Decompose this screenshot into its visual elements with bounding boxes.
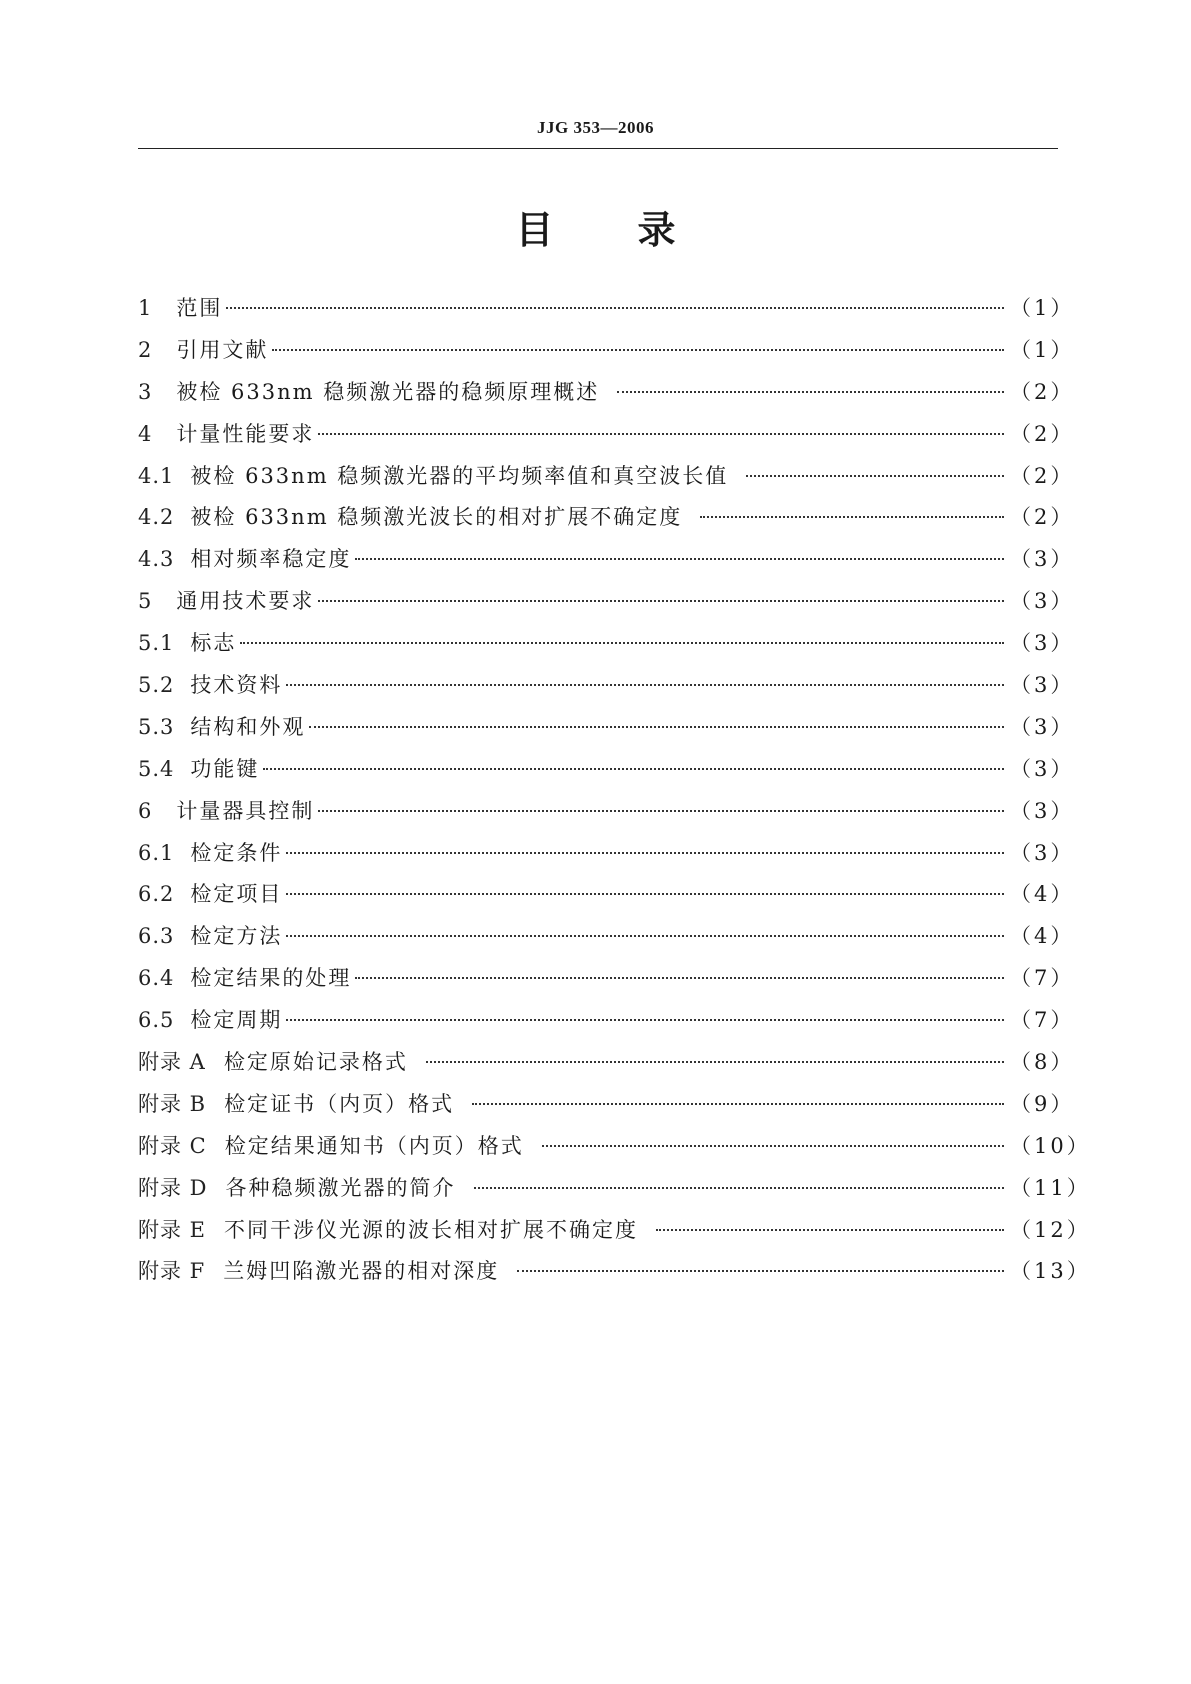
toc-entry-page: （7） <box>1010 1008 1075 1033</box>
toc-entry[interactable] <box>138 1130 1091 1172</box>
toc-entry-page: （3） <box>1010 798 1075 823</box>
toc-entry-number: 4 <box>138 421 153 446</box>
toc-entry-label: 范围 <box>176 296 223 320</box>
toc-entry[interactable] <box>138 920 1075 962</box>
toc-entry-page: （4） <box>1010 924 1075 949</box>
toc-entry-page: （3） <box>1010 631 1075 656</box>
toc-entry-number: 3 <box>138 379 153 404</box>
toc-entry-label: 标志 <box>190 631 237 656</box>
toc-entry-label: 检定条件 <box>190 840 283 865</box>
toc-entry-page: （3） <box>1010 589 1075 614</box>
toc-entry-label: 检定周期 <box>190 1008 283 1033</box>
toc-dot-leader <box>286 1019 1004 1021</box>
toc-entry[interactable] <box>138 837 1075 879</box>
toc-entry-label: 不同干涉仪光源的波长相对扩展不确定度 <box>224 1217 639 1242</box>
toc-entry-page: （2） <box>1010 463 1075 488</box>
toc-entry-number: 附录 E <box>138 1217 207 1242</box>
toc-entry-page: （2） <box>1010 421 1075 446</box>
toc-dot-leader <box>286 684 1004 686</box>
toc-dot-leader <box>355 977 1004 979</box>
toc-entry[interactable] <box>138 962 1075 1004</box>
toc-dot-leader <box>426 1061 1004 1063</box>
toc-entry-number: 附录 F <box>138 1259 206 1284</box>
toc-entry-label: 计量器具控制 <box>176 798 315 823</box>
toc-entry-page: （9） <box>1010 1091 1075 1116</box>
toc-entry[interactable] <box>138 669 1075 711</box>
toc-entry-number: 附录 B <box>138 1091 207 1116</box>
toc-entry-page: （10） <box>1010 1133 1091 1158</box>
toc-dot-leader <box>474 1187 1004 1189</box>
toc-dot-leader <box>272 349 1004 351</box>
toc-entry-label: 通用技术要求 <box>176 589 315 614</box>
toc-entry-label: 各种稳频激光器的简介 <box>225 1175 456 1200</box>
toc-dot-leader <box>226 307 1004 309</box>
toc-entry[interactable] <box>138 292 1075 334</box>
toc-entry[interactable] <box>138 460 1075 502</box>
toc-dot-leader <box>286 852 1004 854</box>
toc-dot-leader <box>700 516 1004 518</box>
toc-entry-number: 6.3 <box>138 924 175 949</box>
toc-entry-number: 2 <box>138 337 153 362</box>
toc-entry-label: 被检 633nm 稳频激光器的平均频率值和真空波长值 <box>190 463 729 488</box>
toc-entry-number: 4.3 <box>138 547 175 572</box>
toc-entry-page: （4） <box>1010 882 1075 907</box>
toc-entry-label: 检定原始记录格式 <box>223 1050 408 1075</box>
toc-entry-number: 6.5 <box>138 1008 175 1033</box>
toc-entry[interactable] <box>138 753 1075 795</box>
toc-entry-label: 技术资料 <box>190 673 283 698</box>
toc-entry-page: （3） <box>1010 547 1075 572</box>
table-of-contents <box>138 292 1091 1297</box>
toc-entry[interactable] <box>138 1172 1091 1214</box>
toc-entry[interactable] <box>138 627 1075 669</box>
toc-entry-page: （1） <box>1010 296 1075 320</box>
toc-entry-number: 6 <box>138 798 153 823</box>
toc-entry-number: 附录 A <box>138 1050 206 1075</box>
toc-entry-label: 兰姆凹陷激光器的相对深度 <box>223 1259 500 1284</box>
toc-entry-number: 4.2 <box>138 505 175 530</box>
toc-entry-label: 被检 633nm 稳频激光器的稳频原理概述 <box>176 379 600 404</box>
toc-entry-page: （3） <box>1010 714 1075 739</box>
toc-entry-page: （2） <box>1010 379 1075 404</box>
toc-entry-number: 5.1 <box>138 631 175 656</box>
toc-entry-number: 5.2 <box>138 673 175 698</box>
toc-entry-page: （1） <box>1010 337 1075 362</box>
toc-dot-leader <box>318 600 1004 602</box>
toc-entry-label: 检定证书（内页）格式 <box>224 1091 455 1116</box>
toc-entry-label: 引用文献 <box>176 337 269 362</box>
toc-entry-page: （11） <box>1010 1175 1091 1200</box>
toc-entry-number: 附录 C <box>138 1133 207 1158</box>
toc-dot-leader <box>746 475 1004 477</box>
toc-entry[interactable] <box>138 1088 1075 1130</box>
toc-entry-number: 6.4 <box>138 966 175 991</box>
toc-entry-label: 功能键 <box>190 756 260 781</box>
toc-entry[interactable] <box>138 795 1075 837</box>
toc-entry-number: 6.2 <box>138 882 175 907</box>
toc-entry-page: （12） <box>1010 1217 1091 1242</box>
toc-dot-leader <box>263 768 1004 770</box>
toc-dot-leader <box>617 391 1004 393</box>
toc-entry-number: 6.1 <box>138 840 175 865</box>
toc-entry-page: （3） <box>1010 673 1075 698</box>
toc-entry-page: （8） <box>1010 1050 1075 1075</box>
toc-dot-leader <box>542 1145 1004 1147</box>
toc-entry-label: 检定结果的处理 <box>190 966 352 991</box>
toc-entry-label: 检定结果通知书（内页）格式 <box>224 1133 524 1158</box>
toc-dot-leader <box>517 1270 1004 1272</box>
toc-dot-leader <box>472 1103 1004 1105</box>
toc-entry[interactable] <box>138 1255 1091 1297</box>
toc-entry-page: （3） <box>1010 756 1075 781</box>
toc-entry-page: （13） <box>1010 1259 1091 1284</box>
toc-entry-number: 4.1 <box>138 463 175 488</box>
toc-dot-leader <box>286 893 1004 895</box>
toc-dot-leader <box>240 642 1004 644</box>
toc-entry-label: 相对频率稳定度 <box>190 547 352 572</box>
toc-dot-leader <box>355 558 1004 560</box>
toc-entry-label: 检定项目 <box>190 882 283 907</box>
toc-entry[interactable] <box>138 376 1075 418</box>
toc-entry-label: 计量性能要求 <box>176 421 315 446</box>
toc-entry[interactable] <box>138 1004 1075 1046</box>
toc-entry-number: 5.3 <box>138 714 175 739</box>
toc-entry-number: 1 <box>138 296 153 320</box>
toc-entry[interactable] <box>138 711 1075 753</box>
toc-dot-leader <box>318 810 1004 812</box>
toc-entry-label: 被检 633nm 稳频激光波长的相对扩展不确定度 <box>190 505 683 530</box>
document-code-header: JJG 353—2006 <box>537 118 654 137</box>
toc-entry-page: （2） <box>1010 505 1075 530</box>
toc-entry[interactable] <box>138 543 1075 585</box>
header-divider <box>138 148 1058 149</box>
toc-dot-leader <box>656 1229 1004 1231</box>
toc-entry-number: 5 <box>138 589 153 614</box>
toc-entry[interactable] <box>138 418 1075 460</box>
toc-entry-label: 检定方法 <box>190 924 283 949</box>
toc-entry[interactable] <box>138 1214 1091 1256</box>
toc-entry[interactable] <box>138 585 1075 627</box>
toc-entry[interactable] <box>138 334 1075 376</box>
toc-title: 目录 <box>515 208 760 252</box>
toc-dot-leader <box>309 726 1004 728</box>
toc-entry-number: 附录 D <box>138 1175 208 1200</box>
toc-entry-page: （7） <box>1010 966 1075 991</box>
toc-dot-leader <box>318 433 1004 435</box>
toc-entry[interactable] <box>138 878 1075 920</box>
toc-entry-label: 结构和外观 <box>190 714 306 739</box>
toc-entry[interactable] <box>138 1046 1075 1088</box>
toc-dot-leader <box>286 935 1004 937</box>
toc-entry-number: 5.4 <box>138 756 175 781</box>
toc-entry[interactable] <box>138 501 1075 543</box>
toc-entry-page: （3） <box>1010 840 1075 865</box>
